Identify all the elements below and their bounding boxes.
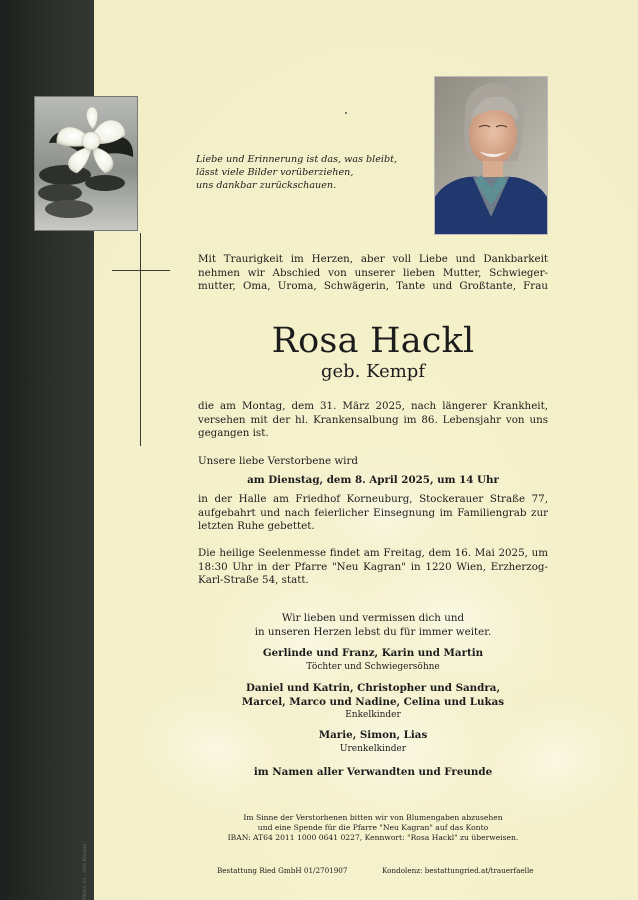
mourner-group: [198, 682, 548, 721]
relatives-line: im Namen aller Verwandten und Freunde: [253, 766, 493, 778]
donation-line: IBAN: AT64 2011 1000 0641 0227, Kennwort: "Rosa Hackl" zu überweisen.: [227, 833, 519, 842]
undertaker-contact: Bestattung Ried GmbH 01/2701907: [217, 866, 348, 875]
donation-line: Im Sinne der Verstorbenen bitten wir von Blumengaben abzusehen: [243, 813, 503, 822]
ornament-dot: [345, 112, 347, 114]
cross-vertical-bar: [140, 233, 141, 446]
intro-line: nehmen wir Abschied von unserer lieben Mutter, Schwieger-: [198, 266, 548, 279]
funeral-intro: [198, 455, 548, 469]
mass-line: Die heilige Seelenmesse findet am Freitag, dem 16. Mai 2025, um: [198, 547, 548, 559]
funeral-place-line: aufgebahrt und nach feierlicher Einsegnung im Familiengrab zur: [198, 506, 548, 519]
birth-name: geb. Kempf: [320, 361, 425, 382]
flower-photo: [35, 97, 137, 230]
quote-line: lässt viele Bilder vorüberziehen,: [196, 167, 354, 178]
mourner-group: [198, 647, 548, 673]
mass-paragraph: [198, 547, 548, 588]
quote-line: uns dankbar zurückschauen.: [196, 180, 337, 191]
death-line: die am Montag, dem 31. März 2025, nach längerer Krankheit,: [198, 400, 548, 412]
funeral-place-paragraph: [198, 493, 548, 534]
mourner-relation: Enkelkinder: [345, 710, 401, 721]
portrait-photo: [435, 77, 547, 234]
cross-horizontal-bar: [112, 270, 170, 271]
funeral-intro-line: Unsere liebe Verstorbene wird: [198, 455, 358, 467]
mourner-group: [198, 729, 548, 755]
bar-credit: Motiv 32 · Alle Rechte: [82, 843, 88, 900]
intro-line: Mit Traurigkeit im Herzen, aber voll Liebe und Dankbarkeit: [198, 253, 548, 265]
farewell-line: in unseren Herzen lebst du für immer weiter.: [254, 625, 492, 638]
funeral-date: am Dienstag, dem 8. April 2025, um 14 Uhr: [247, 474, 499, 486]
mourner-names: Marie, Simon, Lias: [318, 729, 428, 741]
condolence-link: Kondolenz: bestattungried.at/trauerfaelle: [382, 866, 534, 875]
mourner-relation: Urenkelkinder: [339, 743, 407, 754]
donation-line: und eine Spende für die Pfarre "Neu Kagran" auf das Konto: [257, 823, 489, 832]
intro-paragraph: [198, 253, 548, 294]
death-line: versehen mit der hl. Krankensalbung im 86. Lebensjahr von uns: [198, 413, 548, 426]
funeral-place-line: letzten Ruhe gebettet.: [198, 520, 315, 533]
mourner-names: Daniel und Katrin, Christopher und Sandra,: [245, 682, 501, 694]
mourner-relation: Töchter und Schwiegersöhne: [306, 661, 440, 672]
intro-line: mutter, Oma, Uroma, Schwägerin, Tante und Großtante, Frau: [198, 280, 548, 293]
farewell-line: Wir lieben und vermissen dich und: [281, 612, 465, 624]
deceased-name: Rosa Hackl: [271, 321, 475, 361]
death-paragraph: [198, 400, 548, 441]
mass-line: 18:30 Uhr in der Pfarre "Neu Kagran" in 1220 Wien, Erzherzog-: [198, 560, 548, 573]
memorial-quote: [196, 153, 426, 192]
mourner-names: Marcel, Marco und Nadine, Celina und Lukas: [241, 695, 505, 708]
quote-line: Liebe und Erinnerung ist das, was bleibt,: [196, 154, 398, 165]
funeral-place-line: in der Halle am Friedhof Korneuburg, Stockerauer Straße 77,: [198, 493, 548, 505]
mass-line: Karl-Straße 54, statt.: [198, 574, 309, 587]
donation-notice: [198, 813, 548, 843]
farewell-text: [198, 612, 548, 639]
death-line: gegangen ist.: [198, 427, 269, 440]
mourner-names: Gerlinde und Franz, Karin und Martin: [262, 647, 484, 659]
